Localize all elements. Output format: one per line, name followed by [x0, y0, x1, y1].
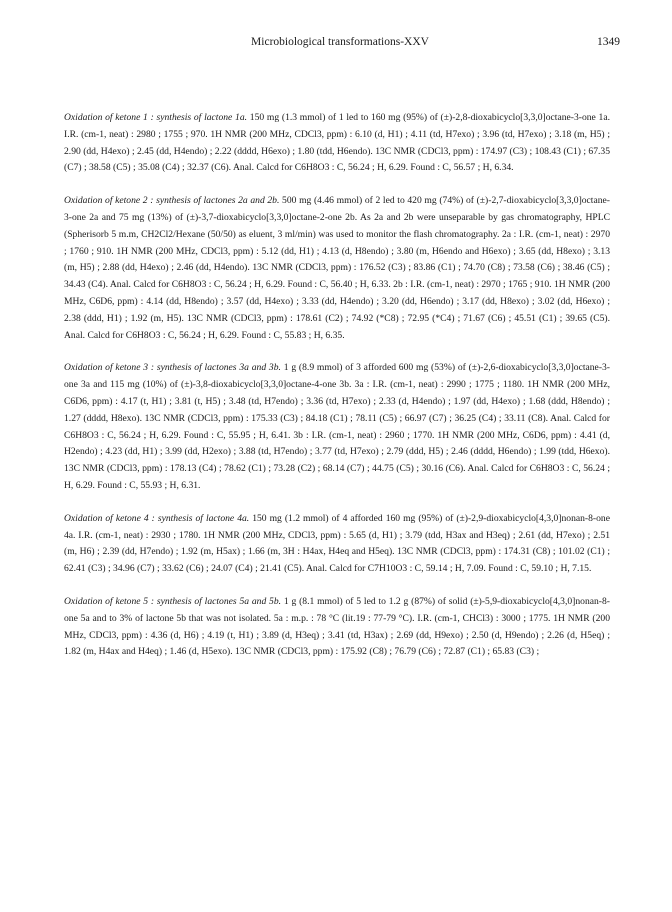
paragraph-ketone-3 — [64, 360, 610, 494]
paragraph-heading: Oxidation of ketone 5 : synthesis of lactones 5a and 5b. — [64, 595, 282, 607]
running-head — [60, 36, 620, 52]
paragraph-ketone-2 — [64, 193, 610, 344]
paragraph-ketone-5 — [64, 594, 610, 661]
paragraph-heading: Oxidation of ketone 3 : synthesis of lactones 3a and 3b. — [64, 362, 281, 374]
paragraph-text: 1 g (8.9 mmol) of 3 afforded 600 mg (53%) of (±)-2,6-dioxabicyclo[3,3,0]octane-3-one 3a and 115 mg (10%) of (±)-3,8-dioxabicyclo[3,3,0]octane-4-one 3b. 3a : I.R. (cm-1, neat) : 2990 ; 1775 ; 1180. 1H NMR (200 MHz, C6D6, ppm) : 4.17 (t, H1) ; 3.81 (t, H5) ; 3.48 (td, H7endo) ; 3.36 (td, H7exo) ; 2.33 (d, H4endo) ; 1.97 (dd, H4exo) ; 1.68 (ddd, H8endo) ; 1.27 (dddd, H8exo). 13C NMR (CDCl3, ppm) : 175.33 (C3) ; 84.18 (C1) ; 78.11 (C5) ; 66.97 (C7) ; 36.25 (C4) ; 33.11 (C8). Anal. Calcd for C6H8O3 : C, 56.24 ; H, 6.29. Found : C, 55.95 ; H, 6.41. 3b : I.R. (cm-1, neat) : 2960 ; 1770. 1H NMR (200 MHz, C6D6, ppm) : 4.41 (d, H2endo) ; 4.23 (dd, H1) ; 3.99 (dd, H2exo) ; 3.88 (td, H7endo) ; 3.77 (td, H7exo) ; 2.79 (ddd, H5) ; 2.46 (dddd, H6endo) ; 1.99 (tdd, H6exo). 13C NMR (CDCl3, ppm) : 178.13 (C4) ; 78.62 (C1) ; 73.28 (C2) ; 68.14 (C7) ; 44.75 (C5) ; 30.16 (C6). Anal. Calcd for C6H8O3 : C, 56.24 ; H, 6.29. Found : C, 55.93 ; H, 6.31. — [64, 362, 611, 491]
running-title: Microbiological transformations-XXV — [251, 36, 429, 48]
paragraph-heading: Oxidation of ketone 1 : synthesis of lactone 1a. — [64, 112, 248, 123]
paragraph-ketone-4 — [64, 511, 610, 578]
paragraph-text: 1 g (8.1 mmol) of 5 led to 1.2 g (87%) of solid (±)-5,9-dioxabicyclo[4,3,0]nonan-8-one 5a and to 3% of lactone 5b that was not isolated. 5a : m.p. : 78 °C (lit.19 : 77-79 °C). I.R. (cm-1, CHCl3) : 3000 ; 1775. 1H NMR (200 MHz, CDCl3, ppm) : 4.36 (d, H6) ; 4.19 (t, H1) ; 3.89 (d, H3eq) ; 3.41 (td, H3ax) ; 2.69 (dd, H9exo) ; 2.50 (d, H9endo) ; 2.26 (d, H5eq) ; 1.82 (m, H4ax and H4eq) ; 1.46 (d, H5exo). 13C NMR (CDCl3, ppm) : 175.92 (C8) ; 76.79 (C6) ; 72.87 (C1) ; 65.83 (C3) ; — [64, 595, 610, 658]
article-body — [64, 110, 610, 677]
paragraph-text: 150 mg (1.3 mmol) of 1 led to 160 mg (95%) of (±)-2,8-dioxabicyclo[3,3,0]octane-3-one 1a. I.R. (cm-1, neat) : 2980 ; 1755 ; 970. 1H NMR (200 MHz, CDCl3, ppm) : 6.10 (d, H1) ; 4.11 (td, H7exo) ; 3.96 (td, H7exo) ; 3.18 (m, H5) ; 2.90 (dd, H4exo) ; 2.45 (dd, H4endo) ; 2.22 (dddd, H6exo) ; 1.80 (tdd, H6endo). 13C NMR (CDCl3, ppm) : 174.97 (C3) ; 108.43 (C1) ; 67.35 (C7) ; 38.58 (C5) ; 35.08 (C4) ; 32.37 (C6). Anal. Calcd for C6H8O3 : C, 56.24 ; H, 6.29. Found : C, 56.57 ; H, 6.34. — [64, 112, 611, 174]
paragraph-heading: Oxidation of ketone 2 : synthesis of lactones 2a and 2b. — [64, 195, 280, 207]
paragraph-text: 150 mg (1.2 mmol) of 4 afforded 160 mg (95%) of (±)-2,9-dioxabicyclo[4,3,0]nonan-8-one 4a. I.R. (cm-1, neat) : 2930 ; 1780. 1H NMR (200 MHz, CDCl3, ppm) : 5.65 (d, H1) ; 3.79 (tdd, H3ax and H3eq) ; 2.61 (dd, H7exo) ; 2.51 (m, H6) ; 2.39 (dd, H7endo) ; 1.92 (m, H5ax) ; 1.66 (m, 3H : H4ax, H4eq and H5eq). 13C NMR (CDCl3, ppm) : 174.31 (C8) ; 101.02 (C1) ; 62.41 (C3) ; 34.96 (C7) ; 33.62 (C6) ; 24.07 (C4) ; 21.41 (C5). Anal. Calcd for C7H10O3 : C, 59.14 ; H, 7.09. Found : C, 59.10 ; H, 7.15. — [64, 512, 610, 575]
paragraph-ketone-1 — [64, 110, 610, 177]
page-number: 1349 — [597, 36, 620, 48]
paragraph-text: 500 mg (4.46 mmol) of 2 led to 420 mg (74%) of (±)-2,7-dioxabicyclo[3,3,0]octane-3-one 2a and 75 mg (13%) of (±)-3,7-dioxabicyclo[3,3,0]octane-2-one 2b. As 2a and 2b were unseparable by gas chromatography, HPLC (Spherisorb 5 m.m, CH2Cl2/Hexane (50/50) as eluent, 3 ml/min) was used to monitor the flash chromatography. 2a : I.R. (cm-1, neat) : 2970 ; 1760 ; 910. 1H NMR (200 MHz, CDCl3, ppm) : 5.12 (dd, H1) ; 4.13 (d, H8endo) ; 3.80 (m, H6endo and H6exo) ; 3.65 (dd, H8exo) ; 3.13 (m, H5) ; 2.88 (dd, H4exo) ; 2.46 (dd, H4endo). 13C NMR (CDCl3, ppm) : 176.52 (C3) ; 83.86 (C1) ; 74.70 (C8) ; 73.58 (C6) ; 38.46 (C5) ; 34.43 (C4). Anal. Calcd for C6H8O3 : C, 56.24 ; H, 6.29. Found : C, 56.40 ; H, 6.33. 2b : I.R. (cm-1, neat) : 2970 ; 1765 ; 910. 1H NMR (200 MHz, C6D6, ppm) : 4.14 (dd, H8endo) ; 3.57 (dd, H4exo) ; 3.33 (dd, H4endo) ; 3.20 (dd, H6endo) ; 3.17 (dd, H8exo) ; 3.02 (dd, H6exo) ; 2.38 (ddd, H1) ; 1.92 (m, H5). 13C NMR (CDCl3, ppm) : 178.61 (C2) ; 74.92 (*C8) ; 72.95 (*C4) ; 71.67 (C6) ; 45.51 (C1) ; 39.65 (C5). Anal. Calcd for C6H8O3 : C, 56.24 ; H, 6.29. Found : C, 55.83 ; H, 6.35. — [64, 195, 610, 341]
paragraph-heading: Oxidation of ketone 4 : synthesis of lactone 4a. — [64, 512, 250, 524]
